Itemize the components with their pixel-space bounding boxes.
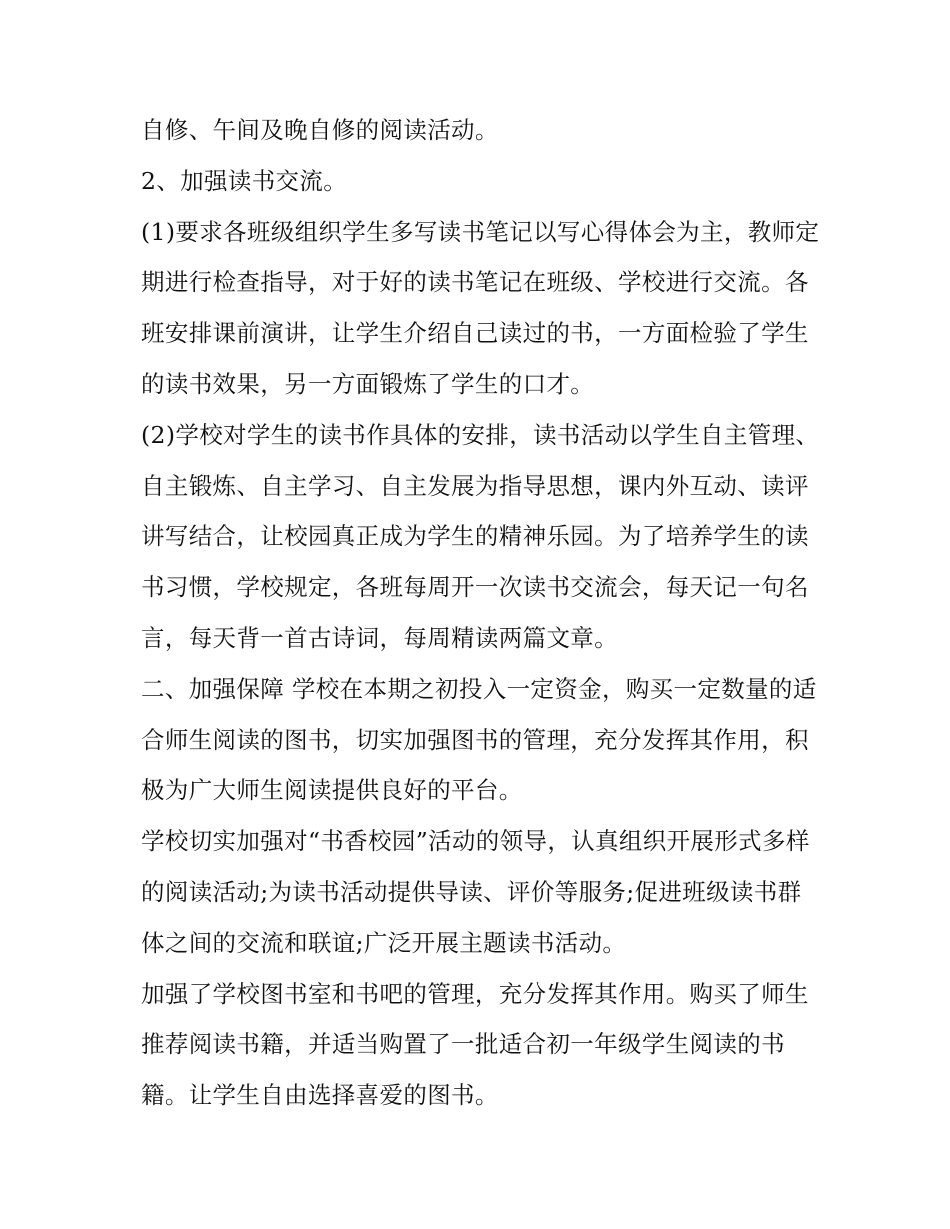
document-body xyxy=(141,105,821,1121)
paragraph-library-management: 加强了学校图书室和书吧的管理，充分发挥其作用。购买了师生推荐阅读书籍，并适当购置了一批适合初一年级学生阅读的书籍。让学生自由选择喜爱的图书。 xyxy=(141,979,809,1110)
paragraph-activity-continuation: 自修、午间及晚自修的阅读活动。 xyxy=(141,116,499,144)
paragraph-reading-arrangement: (2)学校对学生的读书作具体的安排，读书活动以学生自主管理、自主锻炼、自主学习、自主发展为指导思想，课内外互动、读评讲写结合，让校园真正成为学生的精神乐园。为了培养学生的读书习惯，学校规定，各班每周开一次读书交流会，每天记一句名言，每天背一首古诗词，每周精读两篇文章。 xyxy=(141,420,820,652)
paragraph-reading-notes: (1)要求各班级组织学生多写读书笔记以写心得体会为主，教师定期进行检查指导，对于好的读书笔记在班级、学校进行交流。各班安排课前演讲，让学生介绍自己读过的书，一方面检验了学生的读书效果，另一方面锻炼了学生的口才。 xyxy=(141,217,820,398)
paragraph-campus-leadership: 学校切实加强对“书香校园”活动的领导，认真组织开展形式多样的阅读活动;为读书活动提供导读、评价等服务;促进班级读书群体之间的交流和联谊;广泛开展主题读书活动。 xyxy=(141,827,810,957)
paragraph-heading-reading-exchange: 2、加强读书交流。 xyxy=(141,166,348,195)
paragraph-strengthen-support: 二、加强保障 学校在本期之初投入一定资金，购买一定数量的适合师生阅读的图书，切实加强图书的管理，充分发挥其作用，积极为广大师生阅读提供良好的平台。 xyxy=(141,674,817,805)
